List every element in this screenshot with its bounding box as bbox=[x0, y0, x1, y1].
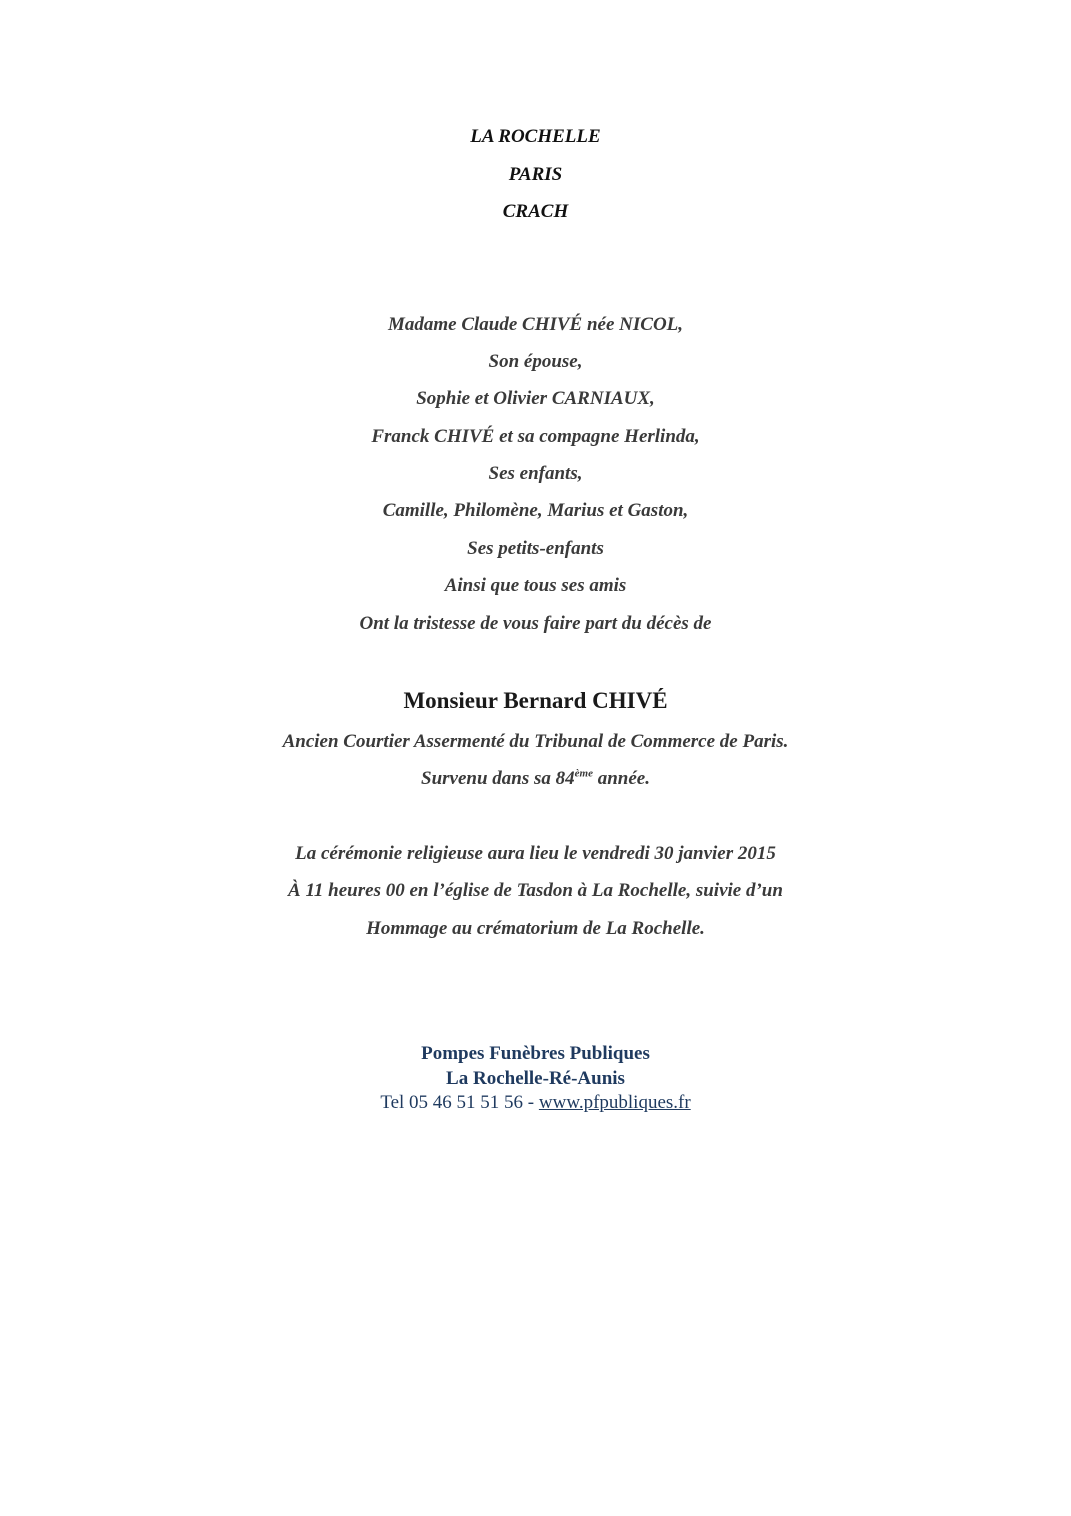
age-prefix: Survenu dans sa 84 bbox=[421, 768, 575, 789]
funeral-company-location: La Rochelle-Ré-Aunis bbox=[446, 1068, 625, 1089]
family-line: Ses enfants, bbox=[488, 463, 583, 484]
family-line: Madame Claude CHIVÉ née NICOL, bbox=[387, 314, 684, 335]
family-line: Camille, Philomène, Marius et Gaston, bbox=[382, 500, 689, 521]
deceased-age bbox=[0, 768, 1071, 790]
place-crach: CRACH bbox=[502, 201, 569, 222]
place-paris: PARIS bbox=[508, 164, 563, 185]
family-line: Ses petits-enfants bbox=[467, 538, 604, 559]
funeral-company-name: Pompes Funèbres Publiques bbox=[421, 1043, 650, 1064]
deceased-name: Monsieur Bernard CHIVÉ bbox=[403, 688, 668, 713]
age-superscript: ème bbox=[574, 767, 593, 780]
family-line: Ainsi que tous ses amis bbox=[444, 575, 627, 596]
age-suffix: année. bbox=[592, 768, 650, 789]
announcement-line: Ont la tristesse de vous faire part du décès de bbox=[359, 613, 712, 634]
phone-text: Tel 05 46 51 51 56 - bbox=[380, 1092, 539, 1113]
place-la-rochelle: LA ROCHELLE bbox=[470, 126, 601, 147]
ceremony-line: La cérémonie religieuse aura lieu le vendredi 30 janvier 2015 bbox=[295, 843, 776, 864]
contact-line bbox=[0, 1092, 1071, 1114]
family-line: Son épouse, bbox=[488, 351, 583, 372]
deceased-title: Ancien Courtier Assermenté du Tribunal de Commerce de Paris. bbox=[282, 731, 789, 752]
website-link[interactable]: www.pfpubliques.fr bbox=[538, 1092, 691, 1113]
family-line: Franck CHIVÉ et sa compagne Herlinda, bbox=[371, 426, 700, 447]
ceremony-line: À 11 heures 00 en l’église de Tasdon à La Rochelle, suivie d’un bbox=[288, 880, 783, 901]
family-line: Sophie et Olivier CARNIAUX, bbox=[416, 388, 655, 409]
ceremony-line: Hommage au crématorium de La Rochelle. bbox=[366, 918, 705, 939]
